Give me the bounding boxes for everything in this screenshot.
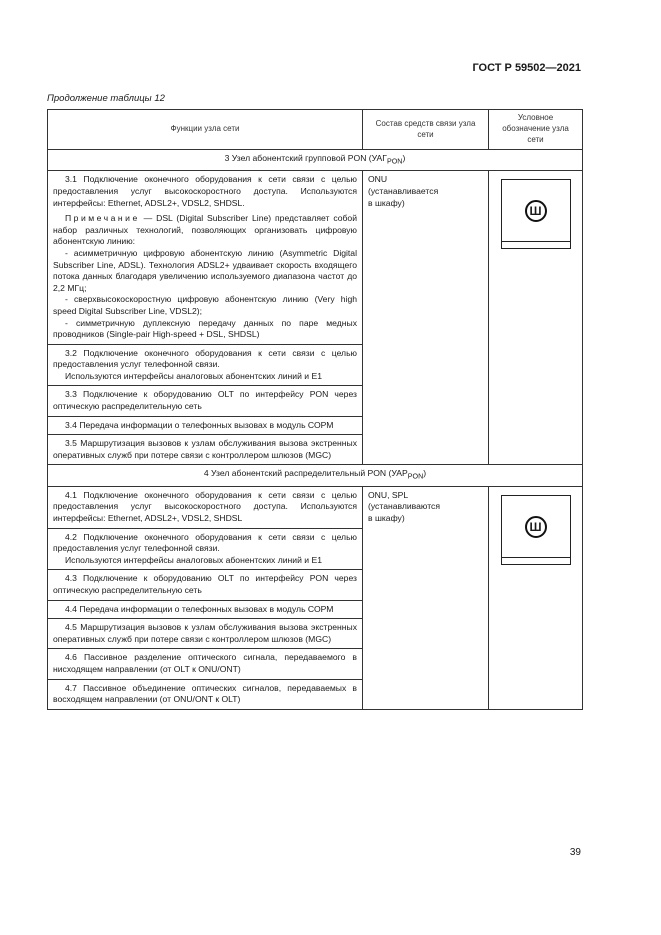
table-header-row [48, 110, 583, 150]
function-cell: 3.5 Маршрутизация вызовов к узлам обслуживания вызова экстренных оперативных служб при потере связи с контроллером шлюзов (MGC) [48, 435, 363, 465]
symbol-letter: Ш [525, 200, 547, 222]
function-cell: 3.1 Подключение оконечного оборудования к сети связи с целью предоставления услуг высокоскоростного доступа. Используются интерфейсы: Ethernet, ADSL2+, VDSL2, SHDSL. Примечание — DSL (Digital Subscriber Line) представляет собой набор различных технологий, позволяющих организовать цифровую абонентскую линию: - асимметричную цифровую абонентскую линию (Asymmetric Digital Subscriber Line, ADSL). Технология ADSL2+ удваивает скорость входящего потока данных благодаря увеличению используемого диапазона частот до 2,2 МГц; - сверхвысокоскоростную цифровую абонентскую линию (Very high speed Digital Subscriber Line, VDSL2); - симметричную дуплексную передачу данных по паре медных проводников (Single-pair High-speed + DSL, SHDSL) [48, 171, 363, 344]
cabinet-node-symbol-icon [501, 495, 571, 565]
function-cell: 3.2 Подключение оконечного оборудования к сети связи с целью предоставления услуг телефонной связи. Используются интерфейсы аналоговых абонентских линий и E1 [48, 344, 363, 386]
section-row [48, 150, 583, 171]
cabinet-node-symbol-icon [501, 179, 571, 249]
header-functions: Функции узла сети [48, 110, 363, 150]
document-code: ГОСТ Р 59502—2021 [472, 62, 581, 74]
symbol-cell [489, 486, 583, 709]
function-cell: 3.4 Передача информации о телефонных вызовах в модуль СОРМ [48, 416, 363, 435]
symbol-cell [489, 171, 583, 465]
function-cell: 4.1 Подключение оконечного оборудования к сети связи с целью предоставления услуг высокоскоростного доступа. Используются интерфейсы: Ethernet, ADSL2+, VDSL2, SHDSL [48, 486, 363, 528]
function-cell: 4.2 Подключение оконечного оборудования к сети связи с целью предоставления услуг телефонной связи. Используются интерфейсы аналоговых абонентских линий и E1 [48, 528, 363, 570]
header-composition: Состав средств связи узла сети [363, 110, 489, 150]
function-cell: 4.4 Передача информации о телефонных вызовах в модуль СОРМ [48, 600, 363, 619]
page-number: 39 [569, 847, 581, 858]
section-title: 4 Узел абонентский распределительный PON $(УАР_{PON})$ [48, 465, 583, 486]
section-title: 3 Узел абонентский групповой PON $(УАГ_{PON})$ [48, 150, 583, 171]
table-row [48, 486, 583, 528]
function-cell: 4.3 Подключение к оборудованию OLT по интерфейсу PON через оптическую распределительную сеть [48, 570, 363, 600]
composition-cell: ONU (устанавливается в шкафу) [363, 171, 489, 465]
table-continuation-caption: Продолжение таблицы 12 [47, 93, 165, 104]
header-symbol: Условное обозначение узла сети [489, 110, 583, 150]
function-cell: 3.3 Подключение к оборудованию OLT по интерфейсу PON через оптическую распределительную сеть [48, 386, 363, 416]
function-cell: 4.5 Маршрутизация вызовов к узлам обслуживания вызова экстренных оперативных служб при потере связи с контроллером шлюзов (MGC) [48, 619, 363, 649]
table-row [48, 171, 583, 344]
note-label: Примечание [65, 213, 140, 224]
function-cell: 4.6 Пассивное разделение оптического сигнала, передаваемого в нисходящем направлении (от OLT к ONU/ONT) [48, 649, 363, 679]
function-cell: 4.7 Пассивное объединение оптических сигналов, передаваемых в восходящем направлении (от ONU/ONT к OLT) [48, 679, 363, 709]
section-row [48, 465, 583, 486]
composition-cell: ONU, SPL (устанавливаются в шкафу) [363, 486, 489, 709]
functions-table [47, 109, 583, 710]
symbol-letter: Ш [525, 516, 547, 538]
